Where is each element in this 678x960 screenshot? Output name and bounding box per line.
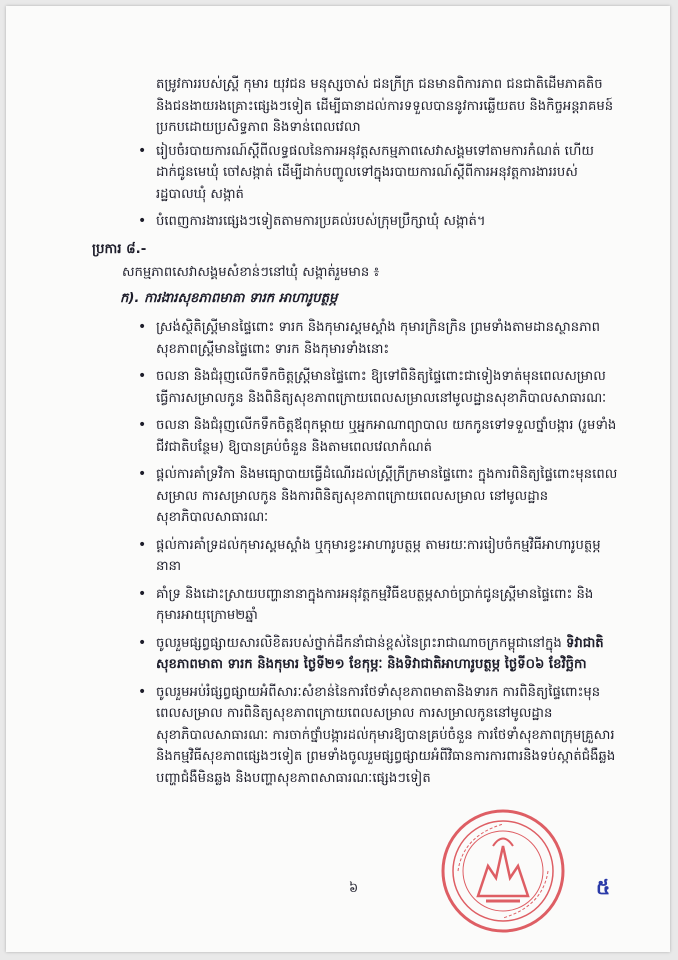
- campaign-days: ទិវាជាតិសុខភាពមាតា ទារក និងកុមារ ថ្ងៃទី២១ ខែកុម្ភៈ និងទិវាជាតិអាហារូបត្ថម្ភ ថ្ងៃទី០៦ ខែវិច្ឆិកា: [156, 635, 604, 672]
- list-item: • ចលនា និងជំរុញលើកទឹកចិត្តឪពុកម្តាយ ឬអ្នកអាណាព្យាបាល យកកូនទៅទទួលថ្នាំបង្ការ (រួមទាំងជីវជាតិបន្ថែម) ឱ្យបានគ្រប់ចំនួន និងតាមពេលវេលាកំណត់: [118, 415, 618, 458]
- list-item: • គាំទ្រ និងដោះស្រាយបញ្ហានានាក្នុងការអនុវត្តកម្មវិធីឧបត្ថម្ភសាច់ប្រាក់ជូនស្ត្រីមានផ្ទៃពោះ និងកុមារអាយុក្រោម២ឆ្នាំ: [118, 584, 618, 627]
- document-page: [6, 6, 670, 952]
- list-item: • ចលនា និងជំរុញលើកទឹកចិត្តស្ត្រីមានផ្ទៃពោះ ឱ្យទៅពិនិត្យផ្ទៃពោះជាទៀងទាត់មុនពេលសម្រាល ធ្វើការសម្រាលកូន និងពិនិត្យសុខភាពក្រោយពេលសម្រាលនៅមូលដ្ឋានសុខាភិបាលសាធារណៈ: [118, 366, 618, 409]
- list-item: • ផ្តល់ការគាំទ្រវិកា និងមធ្យោបាយធ្វើដំណើរដល់ស្ត្រីក្រីក្រមានផ្ទៃពោះ ក្នុងការពិនិត្យផ្ទៃពោះមុនពេលសម្រាល ការសម្រាលកូន និងការពិនិត្យសុខភាពក្រោយពេលសម្រាល នៅមូលដ្ឋានសុខាភិបាលសាធារណៈ: [118, 464, 618, 529]
- list-item: • បំពេញការងារផ្សេងៗទៀតតាមការប្រគល់របស់ក្រុមប្រឹក្សាឃុំ សង្កាត់។: [118, 211, 618, 233]
- page-content: [92, 74, 618, 795]
- list-item: • ស្រង់ស្ថិតិស្ត្រីមានផ្ទៃពោះ ទារក និងកុមារស្គមស្គាំង កុមារក្រិនក្រិន ព្រមទាំងតាមដានស្ថានភាពសុខភាពស្ត្រីមានផ្ទៃពោះ ទារក និងកុមារទាំងនោះ: [118, 317, 618, 360]
- handwritten-mark: ៥: [596, 875, 611, 899]
- section-title: ក). ការងារសុខភាពមាតា ទារក អាហារូបត្ថម្ភ: [120, 290, 338, 306]
- official-seal-icon: [438, 806, 568, 936]
- list-item: • ចូលរួមអប់រំផ្សព្វផ្សាយអំពីសារៈសំខាន់នៃការថែទាំសុខភាពមាតានិងទារក ការពិនិត្យផ្ទៃពោះមុនពេលសម្រាល ការពិនិត្យសុខភាពក្រោយពេលសម្រាល ការសម្រាលកូននៅមូលដ្ឋានសុខាភិបាលសាធារណៈ ការចាក់ថ្នាំបង្ការដល់កុមារឱ្យបានគ្រប់ចំនួន ការថែទាំសុខភាពក្រុមគ្រួសារ និងកម្មវិធីសុខភាពផ្សេងៗទៀត ព្រមទាំងចូលរួមផ្សព្វផ្សាយអំពីវិធានការការពារនិងទប់ស្កាត់ជំងឺឆ្លង បញ្ហាជំងឺមិនឆ្លង និងបញ្ហាសុខភាពសាធារណៈផ្សេងៗទៀត: [118, 682, 618, 790]
- page-number: ៦: [349, 881, 359, 896]
- article-title: ប្រការ ៨.-: [92, 241, 147, 257]
- lead-paragraph: តម្រូវការរបស់ស្ត្រី កុមារ យុវជន មនុស្សចាស់ ជនក្រីក្រ ជនមានពិការភាព ជនជាតិដើមភាគតិច និងជនងាយរងគ្រោះផ្សេងៗទៀត ដើម្បីធានាដល់ការទទួលបាននូវការឆ្លើយតប និងកិច្ចអន្តរាគមន៍ប្រកបដោយប្រសិទ្ធភាព និងទាន់ពេលវេលា: [156, 77, 614, 135]
- list-item-campaign: [118, 633, 618, 676]
- list-item: • ផ្តល់ការគាំទ្រដល់កុមារស្គមស្គាំង ឬកុមារខ្វះអាហារូបត្ថម្ភ តាមរយៈការរៀបចំកម្មវិធីអាហារូបត្ថម្ភនានា: [118, 535, 618, 578]
- campaign-text: ចូលរួមផ្សព្វផ្សាយសារលិខិតរបស់ថ្នាក់ដឹកនាំជាន់ខ្ពស់នៃព្រះរាជាណាចក្រកម្ពុជានៅក្នុង: [156, 635, 562, 651]
- list-item: • រៀបចំរបាយការណ៍ស្តីពីលទ្ធផលនៃការអនុវត្តសកម្មភាពសេវាសង្គមទៅតាមការកំណត់ ហើយដាក់ជូនមេឃុំ ចៅសង្កាត់ ដើម្បីដាក់បញ្ចូលទៅក្នុងរបាយការណ៍ស្តីពីការអនុវត្តការងាររបស់រដ្ឋបាលឃុំ សង្កាត់: [118, 141, 618, 206]
- article-intro: សកម្មភាពសេវាសង្គមសំខាន់ៗនៅឃុំ សង្កាត់រួមមាន ៖: [122, 265, 380, 280]
